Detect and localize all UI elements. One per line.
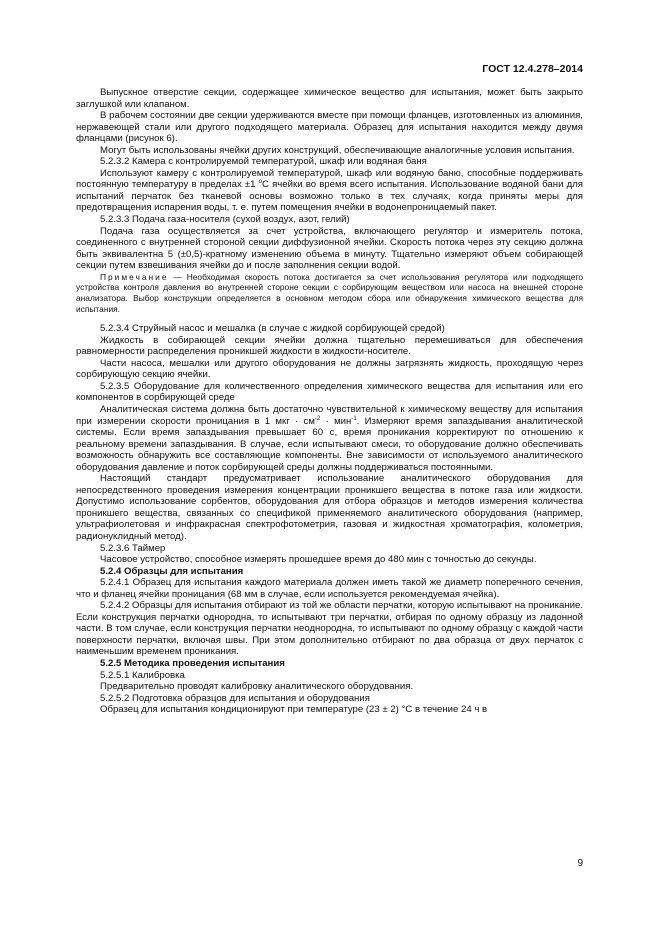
paragraph: Настоящий стандарт предусматривает использование аналитического оборудования для непосредственного проведения измерения концентрации проникшего вещества в потоке газа или жидкости. Допустимо использование сорбентов, оборудования для отбора образцов и методов измерения количества проникшего вещества, связанных со спецификой применяемого аналитического оборудования (например, ультрафиолетовая и инфракрасная спектрофотометрия, газовая и жидкостная хроматография, колометрия, радионуклидный метод). <box>76 473 583 542</box>
paragraph: Часовое устройство, способное измерять прошедшее время до 480 мин с точностью до секунды. <box>100 554 537 566</box>
section-heading: 5.2.3.4 Струйный насос и мешалка (в случае с жидкой сорбирующей средой) <box>100 323 445 335</box>
paragraph: Образец для испытания кондиционируют при температуре (23 ± 2) °С в течение 24 ч в <box>100 704 488 716</box>
section-heading: 5.2.3.3 Подача газа-носителя (сухой воздух, азот, гелий) <box>100 214 350 226</box>
section-heading: 5.2.4 Образцы для испытания <box>100 565 244 577</box>
section-heading: 5.2.5.2 Подготовка образцов для испытания и оборудования <box>100 692 370 704</box>
paragraph: Используют камеру с контролируемой температурой, шкаф или водяную баню, способные поддерживать постоянную температуру в пределах ±1 $^о$С ячейки во время всего испытания. Использование водяной бани для испытаний перчаток без тканевой основы возможно только в тех случаях, когда приняты меры для предотвращения испарения воды, т. е. путем помещения ячейки в водонепроницаемый пакет. <box>76 167 583 214</box>
section-heading: 5.2.3.2 Камера с контролируемой температурой, шкаф или водяная баня <box>100 156 427 168</box>
paragraph: 5.2.4.1 Образец для испытания каждого материала должен иметь такой же диаметр поперечного сечения, что и фланец ячейки проницания (68 мм в случае, если используется рекомендуемая ячейка). <box>76 577 583 600</box>
paragraph: Аналитическая система должна быть достаточно чувствительной к химическому веществу для испытания при измерении скорости проницания в 1 мкг · $см^{-2} \cdot мин^{-1}$. Измеряют время запаздывания аналитической системы. Если время запаздывания превышает 60 с, время проникания корректируют по отношению к реальному времени запаздывания. В случае, если испытывают смеси, то оборудование должно обеспечивать возможность обнаружить все составляющие компоненты. Вне зависимости от используемого аналитического оборудования давление и поток сорбирующей среды должны поддерживаться постоянными. <box>76 403 583 473</box>
paragraph: Выпускное отверстие секции, содержащее химическое вещество для испытания, может быть закрыто заглушкой или клапаном. <box>76 87 583 110</box>
paragraph: Подача газа осуществляется за счет устройства, включающего регулятор и измеритель потока, соединенного с внутренней стороной секции диффузионной ячейки. Скорость потока через эту секцию должна быть эквивалентна 5 (±0,5)-кратному изменению объема в минуту. Тщательно измеряют объем собирающей секции путем взвешивания ячейки до и после заполнения секции водой. <box>76 225 583 272</box>
note-label: Примечание <box>100 271 169 282</box>
paragraph: В рабочем состоянии две секции удерживаются вместе при помощи фланцев, изготовленных из алюминия, нержавеющей стали или другого подходящего материала. Образец для испытания находится между двумя фланцами (рисунок 6). <box>76 110 583 145</box>
section-heading: 5.2.3.6 Таймер <box>100 542 166 554</box>
section-heading: 5.2.5 Методика проведения испытания <box>100 657 285 669</box>
paragraph: 5.2.4.2 Образцы для испытания отбирают из той же области перчатки, которую испытывают на проникание. Если конструкция перчатки однородна, то испытывают три перчатки, отбирая по одному образцу из ладонной части. В том случае, если конструкция перчатки неоднородна, то испытывают по одному образцу с каждой части поверхности перчатки, включая швы. При этом дополнительно отбирают по два образца от двух перчаток с наименьшим временем проникания. <box>76 600 583 658</box>
paragraph: Жидкость в собирающей секции ячейки должна тщательно перемешиваться для обеспечения равномерности распределения проникшей жидкости в жидкости-носителе. <box>76 334 583 358</box>
page-number: 9 <box>577 858 583 869</box>
document-body <box>76 87 583 716</box>
paragraph: Могут быть использованы ячейки других конструкций, обеспечивающие аналогичные условия испытания. <box>100 144 575 156</box>
paragraph: Предварительно проводят калибровку аналитического оборудования. <box>100 681 414 693</box>
section-heading: 5.2.5.1 Калибровка <box>100 669 185 681</box>
section-heading: 5.2.3.5 Оборудование для количественного определения химического вещества для испытания или его компонентов в сорбирующей среде <box>76 380 583 404</box>
standard-header: ГОСТ 12.4.278–2014 <box>482 63 583 75</box>
paragraph: Части насоса, мешалки или другого оборудования не должны загрязнять жидкость, проходящую через сорбирующую секцию ячейки. <box>76 357 583 381</box>
note: Примечание — Необходимая скорость потока достигается за счет использования регулятора или подходящего устройства контроля давления во внутренней стороне секции с сорбирующим веществом или насоса на внешней стороне анализатора. Выбор конструкции определяется в основном методом сбора или обнаружения химического вещества для испытания. <box>76 271 583 314</box>
